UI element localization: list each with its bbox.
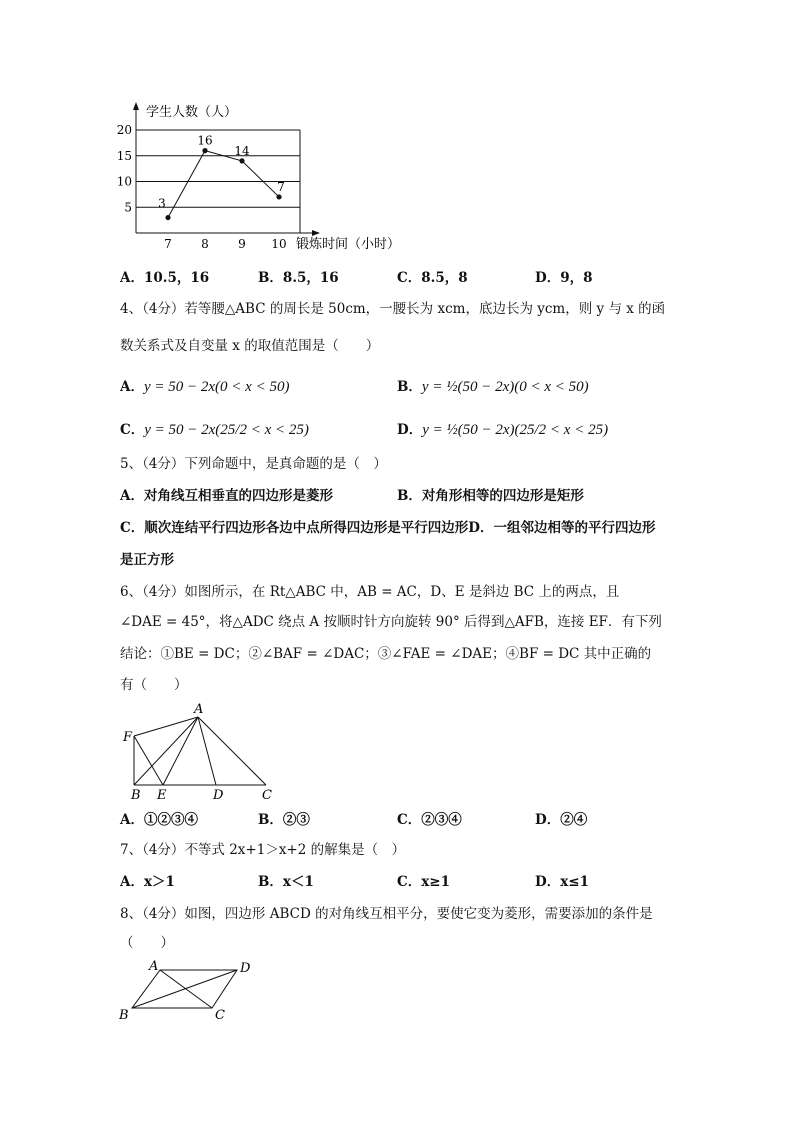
q6-stem-line2: ∠DAE = 45°，将△ADC 绕点 A 按顺时针方向旋转 90° 后得到△AFB，连接 EF．有下列 — [120, 614, 662, 630]
q6-label-d: D — [213, 788, 224, 802]
data-label: 14 — [234, 143, 250, 158]
q6-label-e: E — [157, 788, 167, 802]
q5-option-b[interactable]: B．对角形相等的四边形是矩形 — [397, 488, 584, 504]
q7-option-d[interactable]: D．x≤1 — [535, 874, 589, 890]
q8-label-c: C — [215, 1008, 225, 1023]
q5-option-d-continued: 是正方形 — [120, 552, 174, 568]
q6-stem-line4: 有（ ） — [120, 677, 188, 693]
q4-option-a[interactable]: A．y = 50 − 2x(0 < x < 50) — [120, 379, 290, 395]
q6-label-b: B — [131, 788, 141, 802]
q7-option-a[interactable]: A．x＞1 — [120, 874, 175, 890]
y-tick-label: 10 — [116, 174, 132, 189]
x-tick-label: 8 — [201, 237, 209, 251]
q6-triangle-figure — [118, 700, 283, 802]
q5-stem: 5、（4分）下列命题中，是真命题的是（ ） — [120, 456, 387, 472]
q6-option-b[interactable]: B．②③ — [258, 812, 310, 828]
q7-stem: 7、（4分）不等式 2x+1＞x+2 的解集是（ ） — [120, 842, 406, 858]
data-point — [202, 148, 207, 153]
x-tick-label: 10 — [271, 237, 287, 251]
x-axis-label: 锻炼时间（小时） — [296, 237, 401, 252]
q8-parallelogram-figure — [115, 956, 265, 1026]
q4-option-d[interactable]: D．y = ½(50 − 2x)(25/2 < x < 25) — [397, 422, 609, 438]
line-chart — [110, 98, 420, 258]
q7-option-c[interactable]: C．x≥1 — [397, 874, 451, 890]
data-label: 7 — [277, 179, 285, 194]
q6-label-c: C — [262, 788, 272, 802]
q4-stem-line2: 数关系式及自变量 x 的取值范围是（ ） — [120, 338, 380, 354]
q8-label-d: D — [240, 961, 251, 976]
q7-option-b[interactable]: B．x＜1 — [258, 874, 314, 890]
y-axis-arrow — [133, 102, 139, 110]
q3-option-b[interactable]: B．8.5，16 — [258, 270, 339, 286]
y-tick-label: 20 — [116, 123, 132, 137]
x-tick-label: 7 — [164, 237, 172, 251]
q5-option-cd[interactable]: C．顺次连结平行四边形各边中点所得四边形是平行四边形D．一组邻边相等的平行四边形 — [120, 520, 656, 536]
q6-label-a: A — [194, 702, 204, 717]
q8-label-a: A — [149, 959, 159, 974]
data-point — [276, 194, 281, 199]
y-tick-label: 15 — [116, 148, 132, 163]
q4-option-c[interactable]: C．y = 50 − 2x(25/2 < x < 25) — [120, 422, 309, 438]
q5-option-a[interactable]: A．对角线互相垂直的四边形是菱形 — [120, 488, 333, 504]
data-point — [165, 215, 170, 220]
x-axis-arrow — [312, 230, 320, 236]
q8-stem-line1: 8、（4分）如图，四边形 ABCD 的对角线互相平分，要使它变为菱形，需要添加的条件是 — [120, 906, 653, 922]
q6-option-a[interactable]: A．①②③④ — [120, 812, 198, 828]
q8-stem-line2: （ ） — [120, 935, 174, 951]
q4-option-b[interactable]: B．y = ½(50 − 2x)(0 < x < 50) — [397, 379, 589, 395]
q6-option-d[interactable]: D．②④ — [535, 812, 588, 828]
y-tick-labels — [117, 123, 132, 214]
q6-stem-line1: 6、（4分）如图所示，在 Rt△ABC 中，AB = AC，D、E 是斜边 BC 上的两点，且 — [120, 584, 620, 600]
q3-option-c[interactable]: C．8.5，8 — [397, 270, 468, 286]
x-tick-labels — [164, 237, 286, 251]
data-label: 16 — [197, 133, 213, 148]
y-axis-label: 学生人数（人） — [146, 105, 238, 120]
q3-option-d[interactable]: D．9，8 — [535, 270, 593, 286]
y-tick-label: 5 — [124, 200, 132, 215]
x-tick-label: 9 — [238, 237, 246, 251]
q6-option-c[interactable]: C．②③④ — [397, 812, 462, 828]
q3-option-a[interactable]: A．10.5，16 — [120, 270, 210, 286]
q6-stem-line3: 结论：①BE = DC；②∠BAF = ∠DAC；③∠FAE = ∠DAE；④BF = DC 其中正确的 — [120, 646, 652, 662]
data-point — [239, 158, 244, 163]
q8-label-b: B — [119, 1008, 129, 1023]
q4-stem-line1: 4、（4分）若等腰△ABC 的周长是 50cm，一腰长为 xcm，底边长为 ycm，则 y 与 x 的函 — [120, 301, 666, 317]
q6-label-f: F — [123, 730, 133, 745]
data-label: 3 — [158, 196, 166, 211]
